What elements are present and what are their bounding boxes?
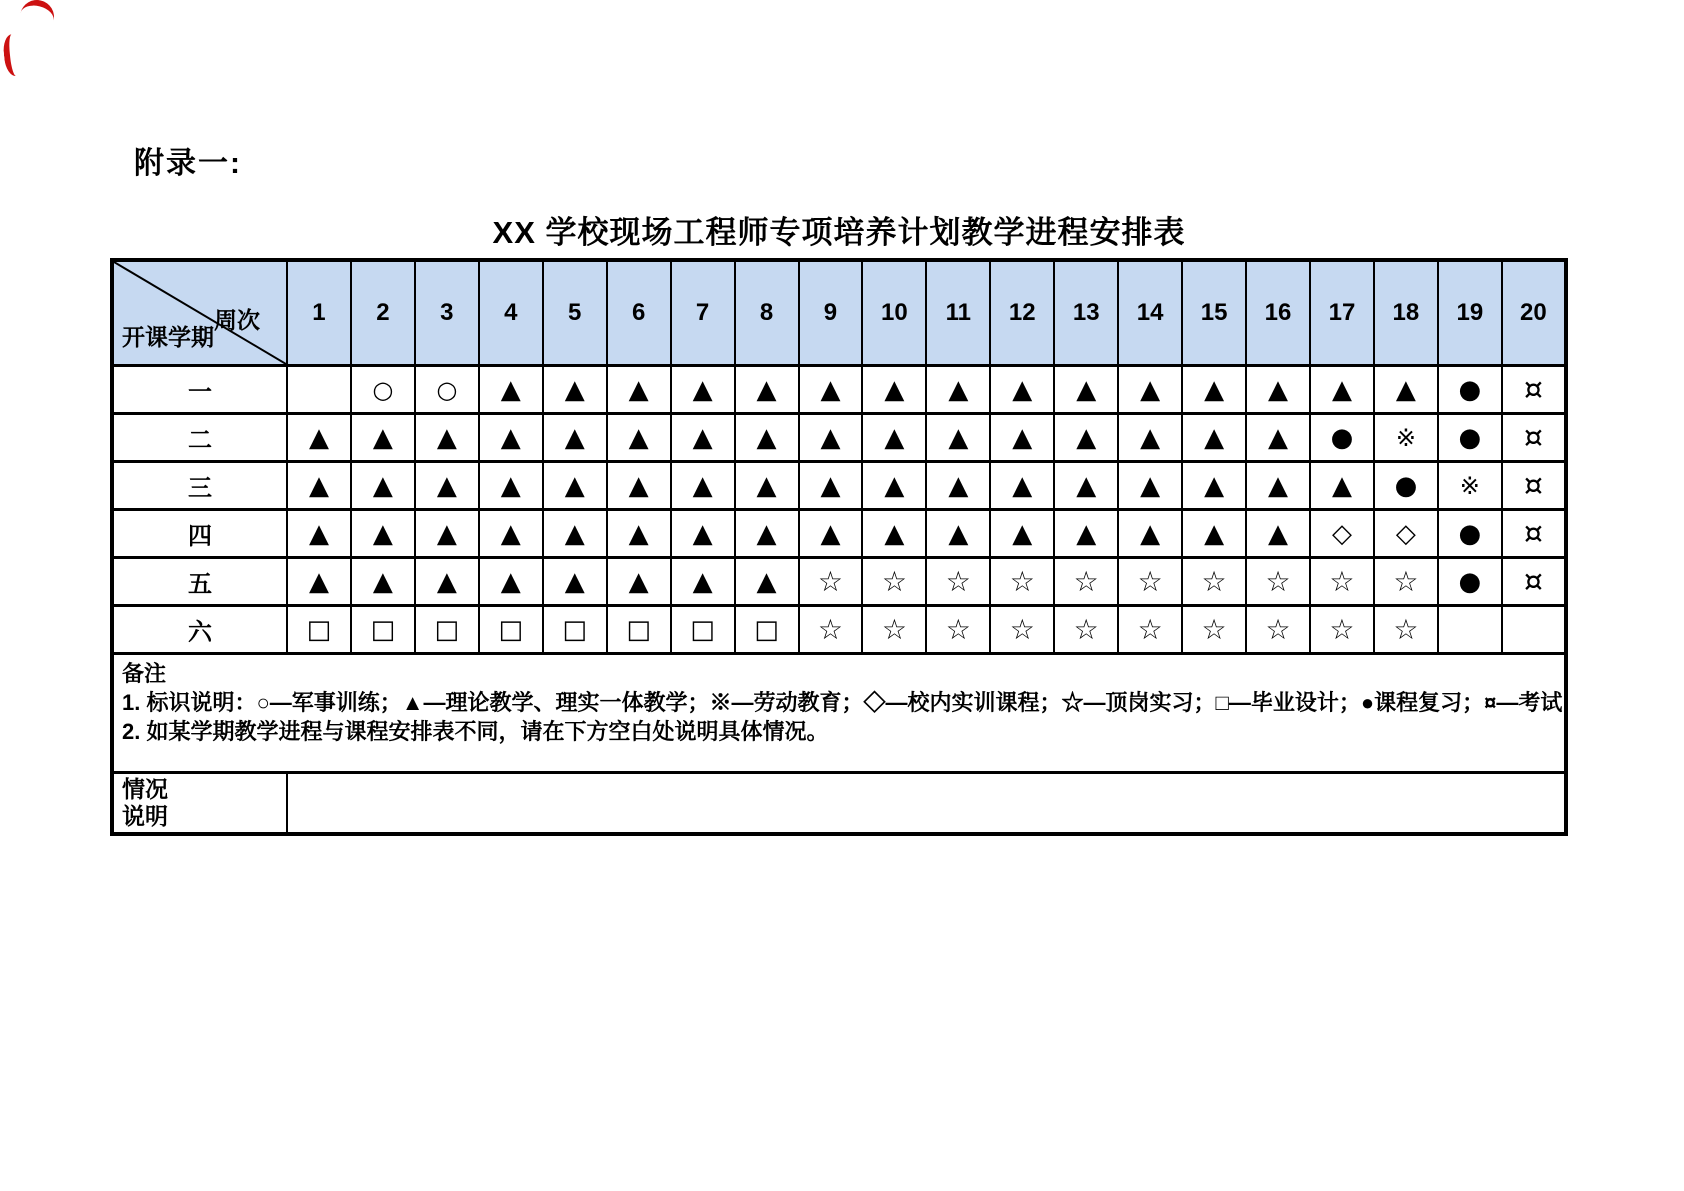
appendix-label: 附录一: xyxy=(134,147,242,180)
schedule-cell: ▲ xyxy=(671,462,735,510)
schedule-cell: ▲ xyxy=(1118,414,1182,462)
schedule-cell: ▲ xyxy=(735,414,799,462)
schedule-cell: ▲ xyxy=(735,510,799,558)
schedule-cell: ▲ xyxy=(1246,510,1310,558)
notes-row xyxy=(112,654,1566,773)
week-header-6: 6 xyxy=(607,260,671,366)
schedule-cell: ▲ xyxy=(990,414,1054,462)
schedule-cell: ☆ xyxy=(1182,558,1246,606)
schedule-cell: ▲ xyxy=(543,462,607,510)
schedule-cell: ▲ xyxy=(415,462,479,510)
semester-row-六 xyxy=(112,606,1566,654)
situation-label-line: 说明 xyxy=(122,803,168,829)
schedule-cell: ▲ xyxy=(287,462,351,510)
schedule-cell: ☆ xyxy=(862,606,926,654)
schedule-cell: ▲ xyxy=(1054,414,1118,462)
schedule-cell: ▲ xyxy=(287,414,351,462)
schedule-cell: ▲ xyxy=(351,414,415,462)
notes-cell xyxy=(112,654,1566,773)
schedule-cell: ▲ xyxy=(287,558,351,606)
corner-week-label: 周次 xyxy=(214,307,260,333)
schedule-cell: ▲ xyxy=(799,414,863,462)
notes-legend-line: 1. 标识说明：○—军事训练；▲—理论教学、理实一体教学；※—劳动教育；◇—校内实训课程；☆—顶岗实习；□—毕业设计；●课程复习；¤—考试 xyxy=(122,690,1563,715)
schedule-cell: ▲ xyxy=(479,414,543,462)
week-header-16: 16 xyxy=(1246,260,1310,366)
week-header-3: 3 xyxy=(415,260,479,366)
schedule-cell: ○ xyxy=(351,366,415,414)
week-header-18: 18 xyxy=(1374,260,1438,366)
semester-label: 一 xyxy=(112,366,287,414)
week-header-5: 5 xyxy=(543,260,607,366)
semester-label: 四 xyxy=(112,510,287,558)
schedule-cell: ▲ xyxy=(671,414,735,462)
schedule-cell: □ xyxy=(671,606,735,654)
schedule-cell: ▲ xyxy=(415,414,479,462)
schedule-cell: ☆ xyxy=(799,558,863,606)
week-header-9: 9 xyxy=(799,260,863,366)
schedule-cell: ▲ xyxy=(1118,510,1182,558)
schedule-cell: ▲ xyxy=(607,366,671,414)
schedule-cell: ▲ xyxy=(1118,366,1182,414)
situation-label-line: 情况 xyxy=(122,776,168,802)
schedule-cell: ¤ xyxy=(1502,510,1566,558)
schedule-cell: ▲ xyxy=(671,510,735,558)
schedule-cell: ▲ xyxy=(1118,462,1182,510)
schedule-cell: ▲ xyxy=(862,462,926,510)
notes-instruction-line: 2. 如某学期教学进程与课程安排表不同，请在下方空白处说明具体情况。 xyxy=(122,719,829,744)
semester-row-三 xyxy=(112,462,1566,510)
schedule-cell xyxy=(1502,606,1566,654)
semester-row-二 xyxy=(112,414,1566,462)
schedule-cell: ¤ xyxy=(1502,462,1566,510)
week-header-2: 2 xyxy=(351,260,415,366)
schedule-cell: ● xyxy=(1438,366,1502,414)
schedule-cell: □ xyxy=(543,606,607,654)
schedule-cell: ● xyxy=(1310,414,1374,462)
semester-row-一 xyxy=(112,366,1566,414)
red-stamp-fragment xyxy=(16,0,57,38)
schedule-cell: ※ xyxy=(1438,462,1502,510)
schedule-cell: ◇ xyxy=(1374,510,1438,558)
schedule-cell: □ xyxy=(607,606,671,654)
schedule-cell: ▲ xyxy=(735,366,799,414)
schedule-cell: ▲ xyxy=(735,462,799,510)
schedule-cell: ◇ xyxy=(1310,510,1374,558)
schedule-cell: ▲ xyxy=(479,558,543,606)
schedule-cell: ● xyxy=(1438,558,1502,606)
schedule-cell: □ xyxy=(415,606,479,654)
semester-label: 六 xyxy=(112,606,287,654)
schedule-cell: ☆ xyxy=(990,558,1054,606)
schedule-cell: ☆ xyxy=(862,558,926,606)
schedule-cell: ▲ xyxy=(1310,462,1374,510)
week-header-8: 8 xyxy=(735,260,799,366)
schedule-cell xyxy=(287,366,351,414)
semester-row-四 xyxy=(112,510,1566,558)
schedule-cell: ▲ xyxy=(607,462,671,510)
schedule-cell: ☆ xyxy=(1246,558,1310,606)
schedule-cell: ▲ xyxy=(1310,366,1374,414)
schedule-cell: ▲ xyxy=(1182,462,1246,510)
schedule-cell: ▲ xyxy=(1054,510,1118,558)
schedule-cell: ▲ xyxy=(1246,462,1310,510)
schedule-cell: ○ xyxy=(415,366,479,414)
schedule-cell: ▲ xyxy=(1182,510,1246,558)
schedule-cell: ▲ xyxy=(862,510,926,558)
schedule-cell: ▲ xyxy=(287,510,351,558)
schedule-cell: ▲ xyxy=(926,510,990,558)
schedule-cell: ▲ xyxy=(1054,366,1118,414)
schedule-cell: ▲ xyxy=(1246,414,1310,462)
schedule-cell: ☆ xyxy=(1182,606,1246,654)
week-header-20: 20 xyxy=(1502,260,1566,366)
schedule-cell: ▲ xyxy=(543,366,607,414)
schedule-cell: ▲ xyxy=(415,510,479,558)
schedule-cell: ☆ xyxy=(1374,558,1438,606)
schedule-cell: ▲ xyxy=(926,462,990,510)
schedule-cell: ▲ xyxy=(479,462,543,510)
schedule-cell: ☆ xyxy=(1118,558,1182,606)
week-header-12: 12 xyxy=(990,260,1054,366)
schedule-cell: ▲ xyxy=(799,510,863,558)
schedule-cell: ☆ xyxy=(1374,606,1438,654)
week-header-19: 19 xyxy=(1438,260,1502,366)
header-row xyxy=(112,260,1566,366)
situation-row xyxy=(112,773,1566,835)
week-header-13: 13 xyxy=(1054,260,1118,366)
schedule-cell: ▲ xyxy=(607,414,671,462)
schedule-cell: ▲ xyxy=(351,462,415,510)
schedule-cell: ¤ xyxy=(1502,558,1566,606)
schedule-cell: ▲ xyxy=(543,414,607,462)
red-stamp-fragment xyxy=(2,33,28,77)
schedule-cell: ▲ xyxy=(671,558,735,606)
week-header-10: 10 xyxy=(862,260,926,366)
schedule-cell: ● xyxy=(1374,462,1438,510)
schedule-cell: ☆ xyxy=(926,606,990,654)
schedule-cell: □ xyxy=(479,606,543,654)
schedule-cell: ¤ xyxy=(1502,366,1566,414)
schedule-cell: ¤ xyxy=(1502,414,1566,462)
schedule-cell: ▲ xyxy=(607,558,671,606)
schedule-cell: ☆ xyxy=(1310,606,1374,654)
schedule-cell: ▲ xyxy=(479,366,543,414)
schedule-cell: ▲ xyxy=(671,366,735,414)
schedule-cell: ▲ xyxy=(543,510,607,558)
schedule-cell: ▲ xyxy=(990,510,1054,558)
corner-cell xyxy=(112,260,287,366)
schedule-cell: ● xyxy=(1438,414,1502,462)
schedule-cell: ▲ xyxy=(735,558,799,606)
schedule-cell: ▲ xyxy=(990,366,1054,414)
schedule-cell: ☆ xyxy=(1118,606,1182,654)
schedule-cell: □ xyxy=(287,606,351,654)
schedule-cell: ▲ xyxy=(862,414,926,462)
schedule-cell: ☆ xyxy=(1054,606,1118,654)
schedule-cell: ☆ xyxy=(1246,606,1310,654)
schedule-cell: ☆ xyxy=(926,558,990,606)
schedule-cell: ▲ xyxy=(1182,414,1246,462)
schedule-cell: ● xyxy=(1438,510,1502,558)
week-header-17: 17 xyxy=(1310,260,1374,366)
schedule-cell: ☆ xyxy=(990,606,1054,654)
schedule-cell: ▲ xyxy=(1374,366,1438,414)
schedule-cell: ▲ xyxy=(862,366,926,414)
week-header-4: 4 xyxy=(479,260,543,366)
notes-title: 备注 xyxy=(122,661,167,686)
schedule-cell xyxy=(1438,606,1502,654)
schedule-cell: ☆ xyxy=(799,606,863,654)
schedule-cell: ▲ xyxy=(351,510,415,558)
semester-label: 二 xyxy=(112,414,287,462)
page-title: XX 学校现场工程师专项培养计划教学进程安排表 xyxy=(492,215,1186,250)
schedule-cell: ▲ xyxy=(415,558,479,606)
semester-label: 五 xyxy=(112,558,287,606)
situation-label-cell xyxy=(112,773,287,835)
week-header-1: 1 xyxy=(287,260,351,366)
schedule-cell: ▲ xyxy=(799,462,863,510)
schedule-cell: ▲ xyxy=(543,558,607,606)
schedule-cell: ▲ xyxy=(926,366,990,414)
schedule-cell: ▲ xyxy=(479,510,543,558)
semester-label: 三 xyxy=(112,462,287,510)
corner-semester-label: 开课学期 xyxy=(122,324,214,350)
semester-row-五 xyxy=(112,558,1566,606)
schedule-cell: ▲ xyxy=(1054,462,1118,510)
schedule-cell: ※ xyxy=(1374,414,1438,462)
schedule-cell: ▲ xyxy=(351,558,415,606)
situation-blank-cell xyxy=(287,773,1566,835)
week-header-7: 7 xyxy=(671,260,735,366)
week-header-11: 11 xyxy=(926,260,990,366)
schedule-cell: ▲ xyxy=(990,462,1054,510)
schedule-cell: □ xyxy=(351,606,415,654)
week-header-14: 14 xyxy=(1118,260,1182,366)
schedule-cell: ▲ xyxy=(607,510,671,558)
week-header-15: 15 xyxy=(1182,260,1246,366)
schedule-table xyxy=(110,258,1568,836)
schedule-cell: ▲ xyxy=(926,414,990,462)
schedule-cell: ☆ xyxy=(1310,558,1374,606)
schedule-cell: ▲ xyxy=(1182,366,1246,414)
schedule-cell: ▲ xyxy=(1246,366,1310,414)
schedule-cell: □ xyxy=(735,606,799,654)
schedule-cell: ▲ xyxy=(799,366,863,414)
schedule-cell: ☆ xyxy=(1054,558,1118,606)
